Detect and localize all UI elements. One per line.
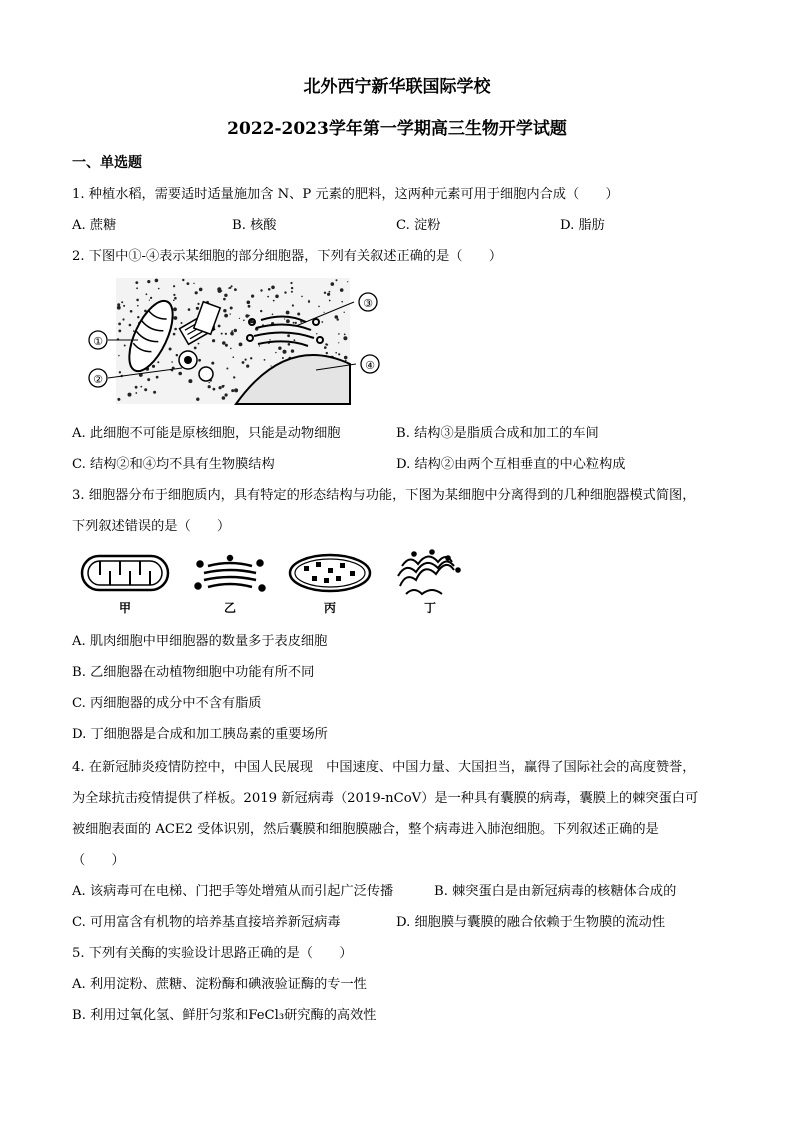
cytoplasm-speckle	[335, 315, 339, 319]
cytoplasm-speckle	[246, 365, 249, 368]
cytoplasm-speckle	[187, 282, 190, 285]
cytoplasm-speckle	[173, 307, 177, 311]
cytoplasm-speckle	[137, 305, 139, 307]
cytoplasm-speckle	[271, 286, 275, 290]
q3-stem-line2: 下列叙述错误的是（ ）	[72, 519, 231, 534]
cytoplasm-speckle	[290, 282, 292, 284]
cytoplasm-speckle	[324, 346, 327, 349]
cytoplasm-speckle	[247, 301, 251, 305]
cytoplasm-speckle	[118, 323, 121, 326]
figure-label-2: ②	[93, 373, 103, 386]
cytoplasm-speckle	[226, 368, 228, 370]
cytoplasm-speckle	[147, 378, 150, 381]
cytoplasm-speckle	[275, 352, 276, 353]
cytoplasm-speckle	[144, 388, 147, 391]
cytoplasm-speckle	[182, 279, 184, 281]
cytoplasm-speckle	[194, 347, 197, 350]
cytoplasm-speckle	[324, 292, 326, 294]
cytoplasm-speckle	[119, 371, 121, 373]
cytoplasm-speckle	[327, 293, 330, 296]
cytoplasm-speckle	[347, 281, 348, 282]
cytoplasm-speckle	[293, 322, 295, 324]
cytoplasm-speckle	[123, 305, 125, 307]
cytoplasm-speckle	[130, 310, 133, 313]
cytoplasm-speckle	[338, 333, 340, 335]
cytoplasm-speckle	[118, 330, 121, 333]
cytoplasm-speckle	[234, 329, 237, 332]
q3-option-a: A. 肌肉细胞中甲细胞器的数量多于表皮细胞	[72, 634, 328, 649]
cytoplasm-speckle	[118, 355, 119, 356]
cytoplasm-speckle	[231, 330, 233, 332]
cytoplasm-speckle	[149, 300, 150, 301]
cytoplasm-speckle	[260, 310, 262, 312]
cytoplasm-speckle	[230, 348, 232, 350]
cytoplasm-speckle	[271, 365, 272, 366]
cytoplasm-speckle	[222, 396, 226, 400]
cytoplasm-speckle	[308, 301, 310, 303]
q4-option-b: B. 棘突蛋白是由新冠病毒的核糖体合成的	[434, 884, 677, 899]
cytoplasm-speckle	[231, 333, 234, 336]
cytoplasm-speckle	[337, 318, 339, 320]
cytoplasm-speckle	[208, 385, 211, 388]
cytoplasm-speckle	[176, 355, 178, 357]
cytoplasm-speckle	[321, 321, 323, 323]
cytoplasm-speckle	[233, 376, 235, 378]
cytoplasm-speckle	[188, 308, 191, 311]
cytoplasm-speckle	[275, 295, 279, 299]
cytoplasm-speckle	[264, 359, 266, 361]
cytoplasm-speckle	[234, 288, 237, 291]
cytoplasm-speckle	[260, 289, 262, 291]
cytoplasm-speckle	[181, 322, 183, 324]
school-title: 北外西宁新华联国际学校	[303, 77, 491, 97]
cytoplasm-speckle	[329, 300, 331, 302]
cytoplasm-speckle	[324, 312, 325, 313]
q5-option-b: B. 利用过氧化氢、鲜肝匀浆和FeCl₃研究酶的高效性	[72, 1008, 377, 1023]
cytoplasm-speckle	[122, 318, 124, 320]
cytoplasm-speckle	[198, 359, 201, 362]
cytoplasm-speckle	[196, 398, 199, 401]
q1-option-d: D. 脂肪	[560, 218, 605, 233]
cytoplasm-speckle	[316, 333, 317, 334]
cytoplasm-speckle	[294, 339, 296, 341]
cytoplasm-speckle	[171, 361, 173, 363]
organelle-bing-shape	[290, 555, 370, 591]
cytoplasm-speckle	[231, 389, 234, 392]
cytoplasm-speckle	[199, 288, 203, 292]
cytoplasm-speckle	[248, 315, 250, 317]
q3-option-c: C. 丙细胞器的成分中不含有脂质	[72, 696, 262, 711]
cytoplasm-speckle	[128, 393, 132, 397]
cytoplasm-speckle	[245, 359, 247, 361]
cytoplasm-speckle	[136, 287, 138, 289]
cytoplasm-speckle	[136, 299, 139, 302]
q2-option-a: A. 此细胞不可能是原核细胞，只能是动物细胞	[72, 426, 341, 441]
q4-stem-line3: 被细胞表面的 ACE2 受体识别，然后囊膜和细胞膜融合，整个病毒进入肺泡细胞。下列叙述正确的是	[72, 822, 659, 837]
cytoplasm-speckle	[287, 334, 290, 337]
cytoplasm-speckle	[331, 282, 335, 286]
cytoplasm-speckle	[338, 353, 340, 355]
cytoplasm-speckle	[250, 357, 252, 359]
cytoplasm-speckle	[239, 318, 240, 319]
figure-label-yi: 乙	[223, 601, 237, 615]
cytoplasm-speckle	[295, 322, 297, 324]
q4-stem-line2: 为全球抗击疫情提供了样板。2019 新冠病毒（2019-nCoV）是一种具有囊膜的病毒，囊膜上的棘突蛋白可	[72, 791, 699, 806]
cytoplasm-speckle	[326, 352, 328, 354]
cytoplasm-speckle	[135, 281, 138, 284]
q2-option-c: C. 结构②和④均不具有生物膜结构	[72, 457, 275, 472]
cytoplasm-speckle	[286, 311, 290, 315]
q5-option-a: A. 利用淀粉、蔗糖、淀粉酶和碘液验证酶的专一性	[72, 977, 367, 992]
cytoplasm-speckle	[251, 295, 254, 298]
cytoplasm-speckle	[222, 341, 226, 345]
cytoplasm-speckle	[291, 291, 293, 293]
cytoplasm-speckle	[197, 303, 199, 305]
cytoplasm-speckle	[230, 313, 231, 314]
cytoplasm-speckle	[121, 301, 123, 303]
cytoplasm-speckle	[224, 294, 227, 297]
cytoplasm-speckle	[291, 349, 294, 352]
exam-title: 2022-2023学年第一学期高三生物开学试题	[227, 119, 567, 139]
cell-organelle-figure	[86, 274, 386, 408]
cytoplasm-speckle	[223, 298, 226, 301]
cytoplasm-speckle	[212, 339, 215, 342]
cytoplasm-speckle	[124, 345, 126, 347]
organelle-models-figure	[80, 546, 470, 620]
cytoplasm-speckle	[284, 318, 285, 319]
cytoplasm-speckle	[297, 313, 300, 316]
cytoplasm-speckle	[150, 297, 152, 299]
cytoplasm-speckle	[117, 306, 121, 310]
cell-organelle-drawing	[86, 274, 386, 408]
cytoplasm-speckle	[269, 339, 270, 340]
cytoplasm-speckle	[230, 307, 233, 310]
cytoplasm-speckle	[135, 386, 138, 389]
cytoplasm-speckle	[341, 301, 343, 303]
cytoplasm-speckle	[173, 300, 175, 302]
cytoplasm-speckle	[188, 379, 192, 383]
figure-label-jia: 甲	[118, 601, 132, 615]
cytoplasm-speckle	[223, 309, 226, 312]
q4-option-d: D. 细胞膜与囊膜的融合依赖于生物膜的流动性	[396, 915, 666, 930]
cytoplasm-speckle	[178, 372, 182, 376]
cytoplasm-speckle	[329, 291, 331, 293]
cytoplasm-speckle	[267, 296, 269, 298]
cytoplasm-speckle	[147, 280, 150, 283]
cytoplasm-speckle	[282, 357, 284, 359]
cytoplasm-speckle	[335, 352, 337, 354]
cytoplasm-speckle	[225, 393, 228, 396]
cytoplasm-speckle	[193, 283, 194, 284]
cytoplasm-speckle	[211, 362, 214, 365]
cytoplasm-speckle	[209, 382, 210, 383]
cytoplasm-speckle	[278, 347, 281, 350]
cytoplasm-speckle	[239, 343, 243, 347]
cytoplasm-speckle	[344, 312, 345, 313]
cytoplasm-speckle	[286, 319, 290, 323]
cytoplasm-speckle	[245, 314, 248, 317]
cytoplasm-speckle	[344, 356, 348, 360]
figure-label-ding: 丁	[423, 601, 437, 615]
cytoplasm-speckle	[218, 325, 221, 328]
cytoplasm-speckle	[155, 279, 159, 283]
q4-stem-line1: 4. 在新冠肺炎疫情防控中，中国人民展现 中国速度、中国力量、大国担当，赢得了国际社会的高度赞誉，	[72, 760, 696, 775]
organelle-models-drawing	[80, 546, 470, 620]
figure-label-4: ④	[365, 359, 375, 372]
cytoplasm-speckle	[196, 307, 199, 310]
cytoplasm-speckle	[157, 361, 159, 363]
organelle-jia-shape	[82, 556, 168, 590]
cytoplasm-speckle	[291, 287, 293, 289]
cytoplasm-speckle	[117, 398, 120, 401]
cytoplasm-speckle	[318, 306, 320, 308]
q4-stem-line4: （ ）	[72, 853, 125, 868]
q1-option-b: B. 核酸	[232, 218, 277, 233]
cytoplasm-speckle	[152, 365, 155, 368]
cytoplasm-speckle	[146, 293, 148, 295]
cytoplasm-speckle	[173, 294, 175, 296]
q5-stem: 5. 下列有关酶的实验设计思路正确的是（ ）	[72, 946, 353, 961]
q2-option-b: B. 结构③是脂质合成和加工的车间	[396, 426, 599, 441]
cytoplasm-speckle	[340, 288, 344, 292]
cytoplasm-speckle	[135, 392, 137, 394]
cytoplasm-speckle	[223, 385, 224, 386]
q3-option-b: B. 乙细胞器在动植物细胞中功能有所不同	[72, 665, 315, 680]
cytoplasm-speckle	[292, 304, 294, 306]
cytoplasm-speckle	[228, 287, 230, 289]
cytoplasm-speckle	[326, 344, 328, 346]
cytoplasm-speckle	[224, 314, 228, 318]
q4-option-c: C. 可用富含有机物的培养基直接培养新冠病毒	[72, 915, 341, 930]
cytoplasm-speckle	[221, 333, 223, 335]
cytoplasm-speckle	[174, 328, 177, 331]
figure-label-bing: 丙	[323, 601, 337, 615]
cytoplasm-speckle	[174, 297, 177, 300]
cytoplasm-speckle	[248, 305, 251, 308]
cytoplasm-speckle	[344, 334, 346, 336]
cytoplasm-speckle	[225, 333, 227, 335]
cytoplasm-speckle	[243, 320, 245, 322]
cytoplasm-speckle	[213, 388, 216, 391]
cytoplasm-speckle	[338, 342, 339, 343]
cytoplasm-speckle	[283, 350, 287, 354]
cytoplasm-speckle	[195, 291, 198, 294]
q2-stem: 2. 下图中①-④表示某细胞的部分细胞器，下列有关叙述正确的是（ ）	[72, 249, 503, 264]
q3-option-d: D. 丁细胞器是合成和加工胰岛素的重要场所	[72, 727, 328, 742]
cytoplasm-speckle	[169, 348, 172, 351]
cytoplasm-speckle	[288, 343, 291, 346]
cytoplasm-speckle	[284, 291, 286, 293]
cytoplasm-speckle	[272, 314, 274, 316]
cytoplasm-speckle	[137, 316, 139, 318]
organelle-ding-shape	[398, 550, 460, 594]
cytoplasm-speckle	[336, 279, 338, 281]
cytoplasm-speckle	[219, 386, 222, 389]
q4-option-a: A. 该病毒可在电梯、门把手等处增殖从而引起广泛传播	[72, 884, 394, 899]
cytoplasm-speckle	[173, 333, 176, 336]
q1-option-c: C. 淀粉	[396, 218, 441, 233]
cytoplasm-speckle	[129, 324, 132, 327]
cytoplasm-speckle	[158, 288, 160, 290]
cytoplasm-speckle	[173, 285, 175, 287]
cytoplasm-speckle	[273, 300, 275, 302]
q2-option-d: D. 结构②由两个互相垂直的中心粒构成	[396, 457, 626, 472]
q3-stem-line1: 3. 细胞器分布于细胞质内，具有特定的形态结构与功能，下图为某细胞中分离得到的几种细胞器模式简图，	[72, 488, 696, 503]
section-title: 一、单选题	[72, 155, 142, 171]
q1-option-a: A. 蔗糖	[72, 218, 117, 233]
cytoplasm-speckle	[268, 288, 271, 291]
cytoplasm-speckle	[156, 376, 159, 379]
cytoplasm-speckle	[242, 361, 245, 364]
q1-stem: 1. 种植水稻，需要适时适量施加含 N、P 元素的肥料，这两种元素可用于细胞内合成（ ）	[72, 187, 619, 202]
organelle-yi-shape	[196, 556, 265, 591]
figure-label-3: ③	[363, 297, 373, 310]
cytoplasm-speckle	[217, 287, 221, 291]
cytoplasm-speckle	[153, 391, 156, 394]
cytoplasm-speckle	[343, 336, 347, 340]
cytoplasm-speckle	[225, 344, 228, 347]
cytoplasm-speckle	[140, 386, 142, 388]
cytoplasm-speckle	[234, 388, 238, 392]
cytoplasm-speckle	[233, 356, 235, 358]
cytoplasm-speckle	[174, 316, 178, 320]
cytoplasm-speckle	[259, 345, 260, 346]
cytoplasm-speckle	[301, 296, 303, 298]
cytoplasm-speckle	[198, 343, 200, 345]
figure-label-1: ①	[93, 335, 103, 348]
